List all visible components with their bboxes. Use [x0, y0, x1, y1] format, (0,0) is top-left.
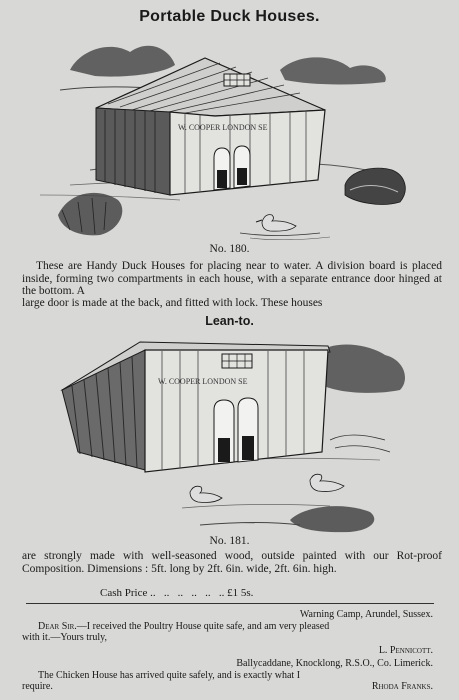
house-sign-text-2: W. COOPER LONDON SE — [158, 377, 248, 386]
duck-house-illustration-180 — [0, 30, 459, 240]
testimonial-1-signature: L. Pennicott. — [378, 645, 433, 656]
item-181-description: are strongly made with well-seasoned wood, outside painted with our Rot-proof Composition. Dimensions : 5ft. long by 2ft. 6in. wide, 2ft. 6in. high. — [22, 550, 442, 575]
divider-rule — [26, 603, 434, 604]
testimonial-1-text-1: —I received the Poultry House quite safe, and am very pleased — [76, 621, 330, 632]
duck-house-drawing — [0, 30, 459, 240]
testimonial-2-text-2: require. — [22, 681, 53, 692]
cash-price-value: £1 5s. — [227, 587, 254, 599]
cash-price-label: Cash Price — [100, 587, 148, 599]
testimonial-1-salutation: Dear Sir. — [38, 621, 77, 632]
lean-to-house-drawing — [0, 330, 459, 535]
testimonial-2-signature: Rhoda Franks. — [371, 681, 433, 692]
testimonial-1-text-2: with it.—Yours truly, — [22, 632, 108, 643]
testimonial-1-line-1 — [38, 621, 329, 632]
item-number-181: No. 181. — [209, 535, 250, 547]
page-title: Portable Duck Houses. — [139, 8, 320, 25]
testimonial-1-address: Warning Camp, Arundel, Sussex. — [299, 609, 433, 620]
testimonial-2-address: Ballycaddane, Knocklong, R.S.O., Co. Limerick. — [236, 658, 433, 669]
cash-price-dots: .. .. .. .. .. .. — [147, 587, 228, 599]
house-sign-text: W. COOPER LONDON SE — [178, 123, 268, 132]
item-number-180: No. 180. — [209, 243, 250, 255]
lean-to-house-illustration-181 — [0, 330, 459, 535]
item-180-description-last-line: large door is made at the back, and fitted with lock. These houses — [22, 297, 323, 309]
cash-price-line — [100, 587, 253, 599]
lean-to-heading: Lean-to. — [205, 314, 254, 328]
item-180-description: These are Handy Duck Houses for placing near to water. A division board is placed inside, forming two compartments in each house, with a separate entrance door hinged at the bottom. A — [22, 260, 442, 297]
testimonial-2-text-1: The Chicken House has arrived quite safely, and is exactly what I — [38, 670, 301, 681]
